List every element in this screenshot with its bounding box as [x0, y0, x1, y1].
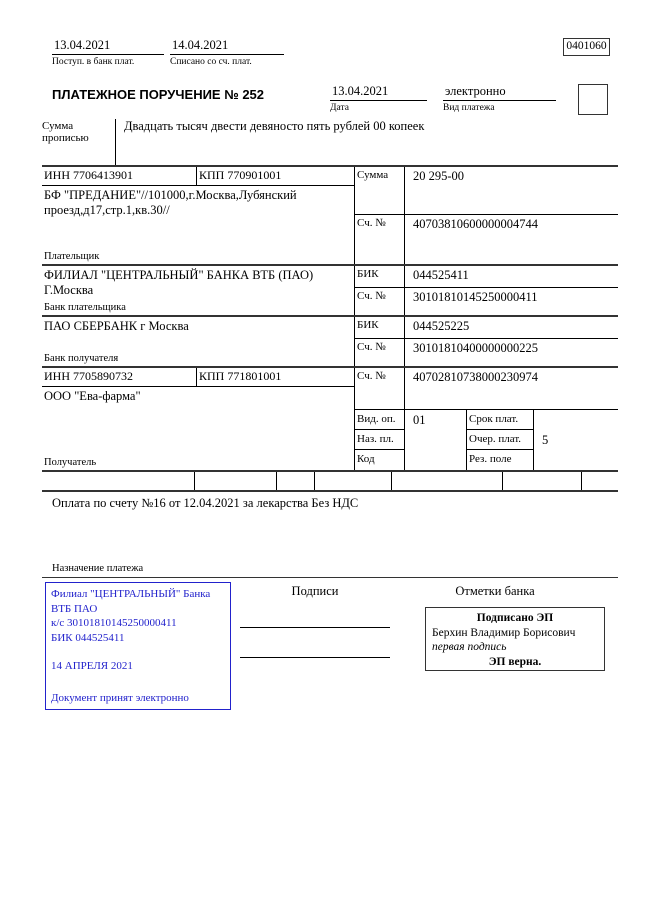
payer-left — [42, 167, 355, 264]
signature-line-1 — [240, 627, 390, 628]
document-date-field — [330, 84, 427, 113]
payment-purpose-label: Назначение платежа — [52, 563, 144, 574]
document-title: ПЛАТЕЖНОЕ ПОРУЧЕНИЕ № 252 — [52, 87, 265, 102]
esign-title: Подписано ЭП — [476, 612, 554, 624]
esign-signature-type: первая подпись — [432, 641, 507, 653]
payer-bank-name: ФИЛИАЛ "ЦЕНТРАЛЬНЫЙ" БАНКА ВТБ (ПАО) Г.Москва — [44, 268, 314, 297]
payer-bank-account-value: 30101810145250000411 — [413, 290, 538, 304]
amount-words-section — [42, 119, 618, 165]
amount-row — [355, 167, 618, 215]
payer-inn-kpp-row — [42, 167, 354, 186]
payee-bank-account-label: Сч. № — [355, 339, 405, 366]
payer-bank-bik-label: БИК — [355, 266, 405, 287]
debited-date-label: Списано со сч. плат. — [170, 57, 252, 67]
payee-bank-bik-row — [355, 317, 618, 339]
empty-cell-1 — [42, 472, 195, 490]
payee-bank-left — [42, 317, 355, 366]
empty-cell-2 — [195, 472, 277, 490]
payment-purpose-text: Оплата по счету №16 от 12.04.2021 за лекарства Без НДС — [52, 496, 359, 510]
mini-labels-right — [467, 410, 534, 470]
op-type-value: 01 — [405, 410, 467, 470]
payee-label: Получатель — [44, 457, 97, 468]
operation-mini-table — [355, 410, 618, 470]
payer-bank-label: Банк плательщика — [44, 302, 126, 313]
payee-left — [42, 368, 355, 470]
payer-kpp-cell: КПП 770901001 — [199, 168, 282, 182]
signature-line-2 — [240, 657, 390, 658]
empty-cell-4 — [315, 472, 392, 490]
empty-cell-6 — [503, 472, 582, 490]
esignature-box — [425, 607, 605, 671]
title-row — [42, 84, 618, 116]
payee-bank-right — [355, 317, 618, 366]
payee-bank-label: Банк получателя — [44, 353, 119, 364]
stamp-bank-line2: ВТБ ПАО — [51, 602, 98, 615]
stamp-bik: БИК 044525411 — [51, 631, 125, 644]
amount-value: 20 295-00 — [413, 169, 465, 183]
code-label: Код — [357, 453, 375, 465]
stamp-corr-account: к/с 30101810145250000411 — [51, 617, 177, 629]
payer-band — [42, 167, 618, 266]
payee-account-value: 40702810738000230974 — [413, 370, 538, 384]
purpose-divider-line — [42, 577, 618, 578]
priority-value: 5 — [542, 433, 549, 447]
bank-marks-heading: Отметки банка — [455, 584, 535, 598]
payee-inn-cell: ИНН 7705890732 — [42, 368, 197, 386]
debited-date-value: 14.04.2021 — [170, 38, 284, 55]
payee-bank-account-row — [355, 339, 618, 366]
payer-name: БФ "ПРЕДАНИЕ"//101000,г.Москва,Лубянский проезд,д17,стр.1,кв.30// — [44, 188, 297, 217]
stamp-bank-line1: Филиал "ЦЕНТРАЛЬНЫЙ" Банка — [51, 588, 211, 600]
esign-signer-name: Берхин Владимир Борисович — [432, 626, 576, 639]
signatures-heading: Подписи — [291, 584, 339, 598]
payment-type-label: Вид платежа — [443, 103, 495, 113]
payee-account-row — [355, 368, 618, 410]
reserve-field-label: Рез. поле — [469, 453, 512, 465]
payer-right — [355, 167, 618, 264]
document-date-label: Дата — [330, 103, 349, 113]
received-date-label: Поступ. в банк плат. — [52, 57, 135, 67]
amount-words-label: Сумма прописью — [42, 120, 89, 144]
amount-label: Сумма — [355, 167, 405, 214]
mini-labels-left — [355, 410, 405, 470]
payer-account-value: 40703810600000004744 — [413, 217, 538, 231]
op-type-label: Вид. оп. — [355, 410, 404, 430]
payment-type-field — [443, 84, 556, 113]
payment-table — [42, 165, 618, 492]
payer-bank-bik-row — [355, 266, 618, 288]
payee-account-label: Сч. № — [355, 368, 405, 409]
payer-bank-account-label: Сч. № — [355, 288, 405, 315]
payer-bank-band — [42, 266, 618, 317]
bank-stamp — [45, 582, 231, 710]
payer-account-label: Сч. № — [355, 215, 405, 264]
empty-cell-5 — [392, 472, 503, 490]
payer-bank-left — [42, 266, 355, 315]
payer-bank-bik-value: 044525411 — [413, 268, 469, 282]
priority-label: Очер. плат. — [467, 430, 533, 450]
due-date-label: Срок плат. — [467, 410, 533, 430]
payee-name: ООО "Ева-фарма" — [44, 389, 141, 403]
payer-bank-account-row — [355, 288, 618, 315]
payee-bank-account-value: 30101810400000000225 — [413, 341, 538, 355]
payee-kpp-cell: КПП 771801001 — [199, 369, 282, 383]
payer-bank-right — [355, 266, 618, 315]
payer-inn-cell: ИНН 7706413901 — [42, 167, 197, 185]
stamp-accepted-note: Документ принят электронно — [51, 691, 189, 704]
received-date-field — [52, 38, 164, 67]
pay-purpose-code-label: Наз. пл. — [355, 430, 404, 450]
payee-inn-kpp-row — [42, 368, 354, 387]
payee-bank-band — [42, 317, 618, 368]
received-date-value: 13.04.2021 — [52, 38, 164, 55]
stamp-date: 14 АПРЕЛЯ 2021 — [51, 660, 133, 672]
payee-bank-name: ПАО СБЕРБАНК г Москва — [44, 319, 189, 333]
empty-fields-row — [42, 472, 618, 492]
payee-bank-bik-label: БИК — [355, 317, 405, 338]
debited-date-field — [170, 38, 284, 67]
payer-label: Плательщик — [44, 251, 100, 262]
empty-cell-3 — [277, 472, 315, 490]
payee-band — [42, 368, 618, 472]
form-code-box: 0401060 — [563, 38, 610, 56]
payer-account-row — [355, 215, 618, 264]
stamp-gap — [51, 645, 225, 659]
footer-section — [42, 579, 618, 799]
top-dates-row — [42, 38, 618, 70]
document-content — [42, 0, 618, 919]
status-checkbox — [578, 84, 608, 115]
esign-verified: ЭП верна. — [488, 655, 542, 668]
amount-words-value: Двадцать тысяч двести девяносто пять рублей 00 копеек — [115, 119, 618, 165]
payee-right — [355, 368, 618, 470]
payment-type-value: электронно — [443, 84, 556, 101]
document-date-value: 13.04.2021 — [330, 84, 427, 101]
payee-bank-bik-value: 044525225 — [413, 319, 470, 333]
empty-cell-7 — [582, 472, 618, 490]
